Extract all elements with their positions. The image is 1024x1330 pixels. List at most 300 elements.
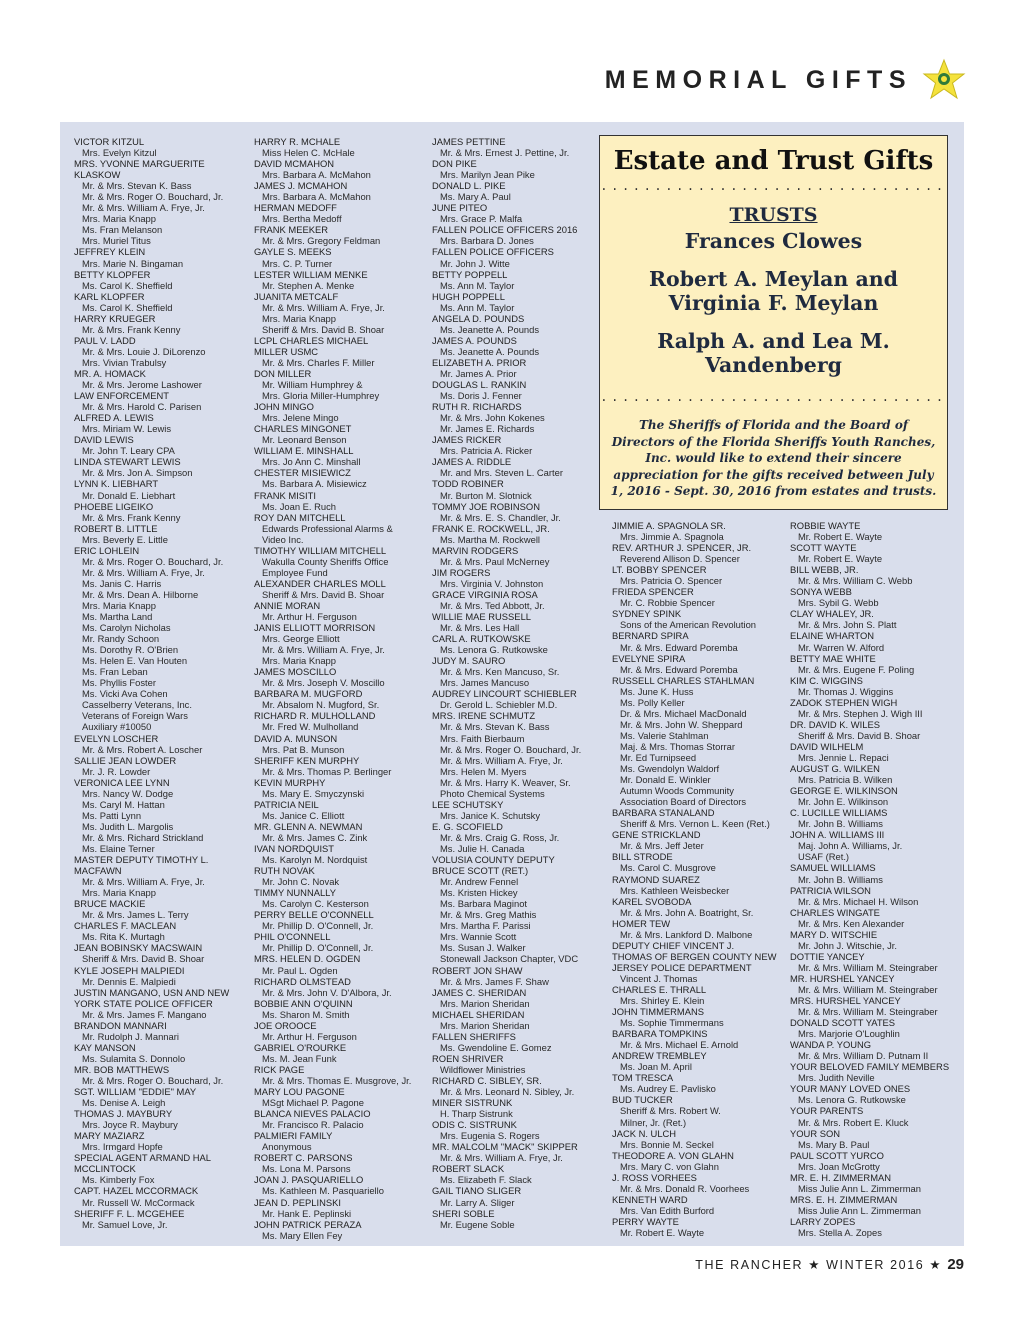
donor-name: USAF (Ret.) (798, 851, 850, 863)
donor-name: Mr. & Mrs. Eugene F. Poling (798, 663, 915, 675)
donor-name: Mr. James A. Prior (440, 367, 517, 379)
honoree-name: HOMER TEW (612, 917, 671, 929)
donor-name: Maj. John A. Williams, Jr. (798, 840, 903, 852)
donor-name: Mr. & Mrs. William M. Steingraber (798, 1006, 938, 1018)
donor-name: Mr. John B. Williams (798, 873, 883, 885)
honoree-name: SCOTT WAYTE (790, 542, 857, 554)
honoree-name: DOTTIE YANCEY (790, 950, 865, 962)
honoree-name: PERRY WAYTE (612, 1215, 679, 1227)
honoree-name: FRANK MISITI (254, 489, 316, 501)
honoree-name: RUTH R. RICHARDS (432, 401, 522, 413)
honoree-name: SHERIFF F. L. MCGEHEE (74, 1207, 185, 1219)
donor-name: Mr. C. Robbie Spencer (620, 597, 715, 609)
donor-name: Mr. & Mrs. William A. Frye, Jr. (440, 754, 563, 766)
dotted-divider: ................................ (600, 390, 947, 404)
honoree-name: SYDNEY SPINK (612, 608, 682, 620)
donor-name: Ms. Joan M. April (620, 1061, 692, 1073)
donor-name: Mr. & Mrs. Edward Poremba (620, 641, 738, 653)
donor-name: Ms. Lona M. Parsons (262, 1163, 351, 1175)
donor-name: Mrs. Gloria Miller-Humphrey (262, 390, 380, 402)
donor-name: Mrs. Van Edith Burford (620, 1204, 715, 1216)
honoree-name: JEAN D. PEPLINSKI (254, 1196, 342, 1208)
honoree-name: LCPL CHARLES MICHAEL (254, 334, 369, 346)
honoree-name: JANIS ELLIOTT MORRISON (254, 622, 376, 634)
honoree-name: JOHN MINGO (254, 401, 314, 413)
donor-name: Mr. John C. Novak (262, 876, 340, 888)
donor-name: Ms. Mary B. Paul (798, 1138, 870, 1150)
honoree-name: PHOEBE LIGEIKO (74, 500, 154, 512)
donor-name: Ms. Phyllis Foster (82, 677, 156, 689)
donor-name: Mr. & Mrs. William A. Frye, Jr. (262, 301, 385, 313)
donor-name: Mr. & Mrs. Robert A. Loscher (82, 743, 203, 755)
donor-name: Mr. John B. Williams (798, 818, 883, 830)
donor-name: Mr. & Mrs. James C. Zink (262, 831, 368, 843)
honoree-name: MR. GLENN A. NEWMAN (254, 820, 363, 832)
honoree-name: CHARLES MINGONET (254, 423, 352, 435)
donor-name: Mr. & Mrs. Les Hall (440, 622, 520, 634)
honoree-name: ROBBIE WAYTE (790, 520, 861, 531)
honoree-name: BRANDON MANNARI (74, 1019, 167, 1031)
donor-name: Mrs. Patricia O. Spencer (620, 575, 723, 587)
donor-name: Mrs. Mary C. von Glahn (620, 1160, 719, 1172)
page-title: MEMORIAL GIFTS (604, 66, 912, 94)
honoree-name: BRUCE SCOTT (RET.) (432, 865, 529, 877)
donor-name: Ms. Vicki Ava Cohen (82, 688, 168, 700)
donor-name: Miss Helen C. McHale (262, 147, 355, 159)
donor-name: Mrs. Muriel Titus (82, 235, 151, 247)
donor-name: Ms. Audrey E. Pavlisko (620, 1083, 716, 1095)
donor-name: Mr. & Mrs. Jeff Jeter (620, 840, 704, 852)
donor-name: Mrs. Beverly E. Little (82, 533, 168, 545)
honoree-name: YOUR SON (790, 1127, 841, 1139)
donor-name: Ms. Carolyn Nicholas (82, 622, 171, 634)
donor-name: Autumn Woods Community (620, 785, 734, 797)
honoree-name: RAYMOND SUAREZ (612, 873, 700, 885)
honoree-name: MARY LOU PAGONE (254, 1086, 345, 1098)
honoree-name: ALFRED A. LEWIS (74, 412, 154, 424)
honoree-name: ROEN SHRIVER (432, 1052, 504, 1064)
honoree-name: MARVIN RODGERS (432, 544, 519, 556)
donor-name: Sheriff & Mrs. David B. Shoar (262, 588, 385, 600)
honoree-name: ANDREW TREMBLEY (612, 1050, 707, 1062)
trust-name: Robert A. Meylan and Virginia F. Meylan (649, 267, 898, 315)
donor-name: Ms. Helen E. Van Houten (82, 655, 188, 667)
honoree-name: MINER SISTRUNK (432, 1097, 513, 1109)
donor-name: Mrs. Marion Sheridan (440, 1019, 530, 1031)
donor-name: Reverend Allison D. Spencer (620, 553, 740, 565)
donor-name: Sheriff & Mrs. David B. Shoar (798, 729, 921, 741)
donor-name: Mrs. Martha F. Parissi (440, 920, 531, 932)
donor-name: Sheriff & Mrs. David B. Shoar (262, 323, 385, 335)
honoree-name: ZADOK STEPHEN WIGH (790, 696, 898, 708)
honoree-name: ERIC LOHLEIN (74, 544, 140, 556)
honoree-name: JUNE PITEO (432, 202, 488, 214)
donor-name: MSgt Michael P. Pagone (262, 1097, 364, 1109)
honoree-name: MR. MALCOLM "MACK" SKIPPER (432, 1141, 578, 1153)
donor-name: Mrs. Marjorie O'Loughlin (798, 1028, 900, 1040)
honoree-name: EVELYNE SPIRA (612, 652, 686, 664)
donor-name: Mr. & Mrs. James F. Shaw (440, 975, 549, 987)
donor-name: Mr. & Mrs. Harold C. Parisen (82, 401, 202, 413)
honoree-name: JAMES MOSCILLO (254, 666, 337, 678)
donor-name: Ms. Judith L. Margolis (82, 820, 174, 832)
donor-name: Video Inc. (262, 533, 304, 545)
donor-name: Dr. Gerold L. Schiebler M.D. (440, 699, 558, 711)
donor-name: Wakulla County Sheriffs Office (262, 555, 389, 567)
honoree-name: FRIEDA SPENCER (612, 586, 694, 598)
honoree-name: JEAN BOBINSKY MACSWAIN (74, 942, 203, 954)
donor-name: Ms. Kristen Hickey (440, 887, 518, 899)
honoree-name: KAY MANSON (74, 1041, 136, 1053)
donor-name: Mr. & Mrs. William A. Frye, Jr. (262, 644, 385, 656)
donor-name: Mrs. Maria Knapp (262, 655, 336, 667)
honoree-name: MR. A. HOMACK (74, 367, 146, 379)
honoree-name: DEPUTY CHIEF VINCENT J. (612, 939, 735, 951)
honoree-name: DON PIKE (432, 158, 477, 170)
names-column-2 (254, 136, 411, 1241)
donor-name: Ms. Denise A. Leigh (82, 1097, 166, 1109)
donor-name: Mrs. Joyce R. Maybury (82, 1119, 178, 1131)
donor-name: Mr. Robert E. Wayte (798, 553, 883, 565)
donor-name: Mr. J. R. Lowder (82, 765, 151, 777)
donor-name: Sheriff & Mrs. Vernon L. Keen (Ret.) (620, 818, 770, 830)
honoree-name: ANNIE MORAN (254, 599, 321, 611)
honoree-name: JERSEY POLICE DEPARTMENT (612, 961, 752, 973)
honoree-name: DAVID WILHELM (790, 740, 864, 752)
donor-name: Dr. & Mrs. Michael MacDonald (620, 707, 747, 719)
honoree-name: ALEXANDER CHARLES MOLL (254, 577, 386, 589)
donor-name: Ms. Ann M. Taylor (440, 279, 515, 291)
donor-name: Mr. & Mrs. Roger O. Bouchard, Jr. (82, 1074, 224, 1086)
donor-name: Ms. Barbara A. Misiewicz (262, 478, 367, 490)
honoree-name: JAMES J. MCMAHON (254, 180, 348, 192)
donor-name: Mrs. Sybil G. Webb (798, 597, 879, 609)
donor-name: Mr. Ed Turnipseed (620, 751, 697, 763)
honoree-name: CHESTER MISIEWICZ (254, 467, 351, 479)
donor-name: Mrs. Virginia V. Johnston (440, 577, 544, 589)
donor-name: Maj. & Mrs. Thomas Storrar (620, 740, 735, 752)
donor-name: Mrs. George Elliott (262, 633, 340, 645)
honoree-name: JOHN A. WILLIAMS III (790, 829, 885, 841)
honoree-name: ANGELA D. POUNDS (432, 312, 525, 324)
honoree-name: MRS. HURSHEL YANCEY (790, 995, 901, 1007)
honoree-name: JUDY M. SAURO (432, 655, 506, 667)
donor-name: Mr. & Mrs. John V. D'Albora, Jr. (262, 986, 392, 998)
honoree-name: BARBARA M. MUGFORD (254, 688, 363, 700)
donor-name: Miss Julie Ann L. Zimmerman (798, 1204, 921, 1216)
trust-name: Ralph A. and Lea M. Vandenberg (657, 329, 890, 377)
honoree-name: JUSTIN MANGANO, USN AND NEW (74, 986, 230, 998)
donor-name: Mr. & Mrs. Stephen J. Wigh III (798, 707, 923, 719)
honoree-name: CAPT. HAZEL MCCORMACK (74, 1185, 199, 1197)
donor-name: Ms. Joan E. Ruch (262, 500, 336, 512)
donor-name: Mr. Leonard Benson (262, 434, 347, 446)
honoree-name: MR. BOB MATTHEWS (74, 1063, 170, 1075)
honoree-name: ELIZABETH A. PRIOR (432, 356, 527, 368)
donor-name: Mrs. Jennie L. Repaci (798, 751, 889, 763)
honoree-name: HARRY R. MCHALE (254, 136, 341, 147)
donor-name: Ms. Martha Land (82, 611, 153, 623)
donor-name: Ms. Carolyn C. Kesterson (262, 898, 369, 910)
donor-name: Photo Chemical Systems (440, 787, 545, 799)
donor-name: Mr. & Mrs. Charles F. Miller (262, 356, 375, 368)
honoree-name: MICHAEL SHERIDAN (432, 1008, 525, 1020)
donor-name: Mr. & Mrs. Thomas P. Berlinger (262, 765, 392, 777)
honoree-name: DAVID MCMAHON (254, 158, 335, 170)
honoree-name: BETTY KLOPFER (74, 268, 151, 280)
honoree-name: PAUL V. LADD (74, 334, 136, 346)
honoree-name: BERNARD SPIRA (612, 630, 689, 642)
honoree-name: PERRY BELLE O'CONNELL (254, 909, 374, 921)
donor-name: Ms. Elizabeth F. Slack (440, 1174, 532, 1186)
honoree-name: JOE OROOCE (254, 1019, 317, 1031)
donor-name: Mr. Hank E. Peplinski (262, 1207, 352, 1219)
honoree-name: DONALD L. PIKE (432, 180, 506, 192)
donor-name: Mr. & Mrs. Roger O. Bouchard, Jr. (82, 191, 224, 203)
donor-name: Wildflower Ministries (440, 1063, 526, 1075)
honoree-name: CLAY WHALEY, JR. (790, 608, 874, 620)
honoree-name: CHARLES F. MACLEAN (74, 920, 177, 932)
donor-name: Mrs. Faith Bierbaum (440, 732, 525, 744)
honoree-name: DON MILLER (254, 367, 312, 379)
donor-name: Mrs. Irmgard Hopfe (82, 1141, 163, 1153)
donor-name: Mr. & Mrs. Joseph V. Moscillo (262, 677, 385, 689)
honoree-name: PATRICIA WILSON (790, 884, 871, 896)
honoree-name: RICHARD OLMSTEAD (254, 975, 351, 987)
donor-name: Mr. & Mrs. Greg Mathis (440, 909, 537, 921)
honoree-name: CHARLES E. THRALL (612, 983, 707, 995)
donor-name: Ms. Susan J. Walker (440, 942, 526, 954)
donor-name: Ms. Lenora G. Rutkowske (798, 1094, 906, 1106)
donor-name: Mr. Thomas J. Wiggins (798, 685, 894, 697)
honoree-name: DONALD SCOTT YATES (790, 1017, 896, 1029)
honoree-name: SAMUEL WILLIAMS (790, 862, 876, 874)
issue-label: WINTER 2016 (826, 1258, 925, 1272)
donor-name: Ms. Mary Ellen Fey (262, 1229, 343, 1241)
honoree-name: LYNN K. LIEBHART (74, 478, 159, 490)
donor-name: Ms. Fran Melanson (82, 224, 163, 236)
donor-name: Mr. Arthur H. Ferguson (262, 1030, 357, 1042)
donor-name: Mr. & Mrs. Leonard N. Sibley, Jr. (440, 1086, 575, 1098)
donor-name: Mr. Stephen A. Menke (262, 279, 355, 291)
honoree-name: KARL KLOPFER (74, 290, 145, 302)
honoree-name: BETTY MAE WHITE (790, 652, 876, 664)
donor-name: Mr. Rudolph J. Mannari (82, 1030, 179, 1042)
donor-name: Ms. Janice C. Elliott (262, 809, 345, 821)
donor-name: Mrs. Miriam W. Lewis (82, 423, 172, 435)
donor-name: Ms. Gwendolyn Waldorf (620, 763, 720, 775)
donor-name: Mr. James E. Richards (440, 423, 535, 435)
donor-name: Mr. & Mrs. Stevan K. Bass (440, 721, 550, 733)
donor-name: Mrs. Jimmie A. Spagnola (620, 531, 724, 543)
donor-name: Ms. June K. Huss (620, 685, 694, 697)
honoree-name: VOLUSIA COUNTY DEPUTY (432, 854, 555, 866)
donor-name: Mr. & Mrs. Richard Strickland (82, 831, 204, 843)
separator-star-icon: ★ (808, 1258, 822, 1272)
donor-name: Mrs. Maria Knapp (82, 213, 156, 225)
honoree-name: JAMES PETTINE (432, 136, 506, 147)
donor-name: Mr. Fred W. Mulholland (262, 721, 359, 733)
honoree-name: KLASKOW (74, 169, 121, 181)
donor-name: Ms. Sophie Timmermans (620, 1017, 724, 1029)
honoree-name: ROY DAN MITCHELL (254, 511, 346, 523)
donor-name: Mr. and Mrs. Steven L. Carter (440, 467, 563, 479)
honoree-name: JACK N. ULCH (612, 1127, 677, 1139)
honoree-name: KEVIN MURPHY (254, 776, 326, 788)
honoree-name: BOBBIE ANN O'QUINN (254, 997, 353, 1009)
donor-name: Mr. Randy Schoon (82, 633, 160, 645)
honoree-name: DR. DAVID K. WILES (790, 718, 880, 730)
honoree-name: JIM ROGERS (432, 566, 491, 578)
donor-name: Mr. & Mrs. Robert E. Kluck (798, 1116, 909, 1128)
honoree-name: SPECIAL AGENT ARMAND HAL (74, 1152, 212, 1164)
honoree-name: TIMOTHY WILLIAM MITCHELL (254, 544, 387, 556)
donor-name: Mr. John J. Witschie, Jr. (798, 939, 897, 951)
honoree-name: MRS. E. H. ZIMMERMAN (790, 1193, 898, 1205)
donor-name: Mr. & Mrs. William M. Steingraber (798, 983, 938, 995)
donor-name: Mrs. Barbara A. McMahon (262, 169, 371, 181)
honoree-name: ROBERT SLACK (432, 1163, 505, 1175)
donor-name: Mr. Robert E. Wayte (620, 1227, 705, 1238)
donor-name: Ms. Ann M. Taylor (440, 301, 515, 313)
honoree-name: LAW ENFORCEMENT (74, 390, 169, 402)
donor-name: Mrs. Patricia A. Ricker (440, 445, 533, 457)
honoree-name: YOUR MANY LOVED ONES (790, 1083, 911, 1095)
donor-name: Mrs. Marion Sheridan (440, 997, 530, 1009)
honoree-name: GABRIEL O'ROURKE (254, 1041, 347, 1053)
honoree-name: BILL STRODE (612, 851, 673, 863)
donor-name: Mrs. Wannie Scott (440, 931, 517, 943)
donor-name: Miss Julie Ann L. Zimmerman (798, 1182, 921, 1194)
donor-name: Mrs. C. P. Turner (262, 257, 333, 269)
honoree-name: TOMMY JOE ROBINSON (432, 500, 540, 512)
donor-name: Ms. Lenora G. Rutkowske (440, 644, 548, 656)
donor-name: Mr. Dennis E. Malpiedi (82, 975, 176, 987)
donor-name: Mr. & Mrs. William A. Frye, Jr. (440, 1152, 563, 1164)
honoree-name: ELAINE WHARTON (790, 630, 875, 642)
honoree-name: MARY D. WITSCHIE (790, 928, 878, 940)
donor-name: Anonymous (262, 1141, 312, 1153)
honoree-name: BARBARA TOMPKINS (612, 1028, 708, 1040)
honoree-name: PAUL SCOTT YURCO (790, 1149, 884, 1161)
donor-name: Ms. Janis C. Harris (82, 577, 162, 589)
honoree-name: MRS. IRENE SCHMUTZ (432, 710, 536, 722)
donor-name: Mrs. Barbara D. Jones (440, 235, 534, 247)
donor-name: Mr. & Mrs. Lankford D. Malbone (620, 928, 753, 940)
donor-name: Mrs. Maria Knapp (82, 599, 156, 611)
donor-name: Mr. Phillip D. O'Connell, Jr. (262, 920, 374, 932)
donor-name: Casselberry Veterans, Inc. (82, 699, 192, 711)
donor-name: Mr. & Mrs. William A. Frye, Jr. (82, 566, 205, 578)
donor-name: Ms. Dorothy R. O'Brien (82, 644, 179, 656)
honoree-name: FALLEN POLICE OFFICERS (432, 246, 554, 258)
donor-name: Mr. & Mrs. Ted Abbott, Jr. (440, 599, 545, 611)
donor-name: Mr. Burton M. Slotnick (440, 489, 532, 501)
donor-name: Mr. Russell W. McCormack (82, 1196, 195, 1208)
honoree-name: AUGUST G. WILKEN (790, 763, 880, 775)
donor-name: Mrs. Judith Neville (798, 1072, 875, 1084)
donor-name: Ms. Patti Lynn (82, 809, 142, 821)
donor-name: Ms. Valerie Stahlman (620, 729, 709, 741)
donor-name: Ms. Sharon M. Smith (262, 1008, 350, 1020)
honoree-name: ODIS C. SISTRUNK (432, 1119, 517, 1131)
honoree-name: THOMAS OF BERGEN COUNTY NEW (612, 950, 777, 962)
donor-name: Mr. William Humphrey & (262, 379, 363, 391)
donor-name: Mrs. Marie N. Bingaman (82, 257, 184, 269)
honoree-name: GRACE VIRGINIA ROSA (432, 588, 538, 600)
donor-name: Mr. & Mrs. Ken Alexander (798, 917, 905, 929)
honoree-name: JAMES A. RIDDLE (432, 456, 512, 468)
honoree-name: JEFFREY KLEIN (74, 246, 146, 258)
trust-name: Frances Clowes (684, 229, 863, 253)
honoree-name: LT. BOBBY SPENCER (612, 564, 707, 576)
honoree-name: BUD TUCKER (612, 1094, 673, 1106)
donor-name: Mr. & Mrs. James L. Terry (82, 909, 189, 921)
donor-name: Ms. Mary E. Smyczynski (262, 787, 365, 799)
honoree-name: AUDREY LINCOURT SCHIEBLER (432, 688, 577, 700)
honoree-name: HARRY KRUEGER (74, 312, 156, 324)
donor-name: Mr. & Mrs. William C. Webb (798, 575, 913, 587)
donor-name: Ms. Gwendoline E. Gomez (440, 1041, 552, 1053)
honoree-name: MACFAWN (74, 865, 122, 877)
honoree-name: CHARLES WINGATE (790, 906, 880, 918)
honoree-name: MILLER USMC (254, 345, 319, 357)
donor-name: Milner, Jr. (Ret.) (620, 1116, 687, 1128)
honoree-name: BILL WEBB, JR. (790, 564, 859, 576)
honoree-name: RICHARD C. SIBLEY, SR. (432, 1074, 542, 1086)
donor-name: Mr. & Mrs. Paul McNerney (440, 555, 550, 567)
honoree-name: HERMAN MEDOFF (254, 202, 337, 214)
honoree-name: JAMES A. POUNDS (432, 334, 517, 346)
honoree-name: E. G. SCOFIELD (432, 820, 503, 832)
donor-name: Mr. & Mrs. William A. Frye, Jr. (82, 876, 205, 888)
donor-name: Mr. & Mrs. Edward Poremba (620, 663, 738, 675)
memorial-gifts-panel (60, 122, 964, 1246)
donor-name: Employee Fund (262, 566, 328, 578)
donor-name: Mr. Donald E. Winkler (620, 774, 711, 786)
honoree-name: FALLEN POLICE OFFICERS 2016 (432, 224, 578, 236)
donor-name: Mrs. Helen M. Myers (440, 765, 527, 777)
donor-name: Mrs. Maria Knapp (82, 887, 156, 899)
honoree-name: MR. E. H. ZIMMERMAN (790, 1171, 892, 1183)
donor-name: Mr. & Mrs. John S. Platt (798, 619, 897, 631)
donor-name: Mrs. Eugenia S. Rogers (440, 1130, 540, 1142)
publication-name: THE RANCHER (695, 1258, 804, 1272)
donor-name: Mr. Absalom N. Mugford, Sr. (262, 699, 380, 711)
donor-name: Sheriff & Mrs. Robert W. (620, 1105, 721, 1117)
estate-box-note: The Sheriffs of Florida and the Board of Directors of the Florida Sheriffs Youth Ranches, Inc. would like to extend their sincere appreciation for the gifts received between July 1, 2016 - Sept. 30, 2016 from estates and trusts. (610, 418, 937, 498)
donor-name: Mr. John T. Leary CPA (82, 445, 175, 457)
donor-name: Mr. & Mrs. Ken Mancuso, Sr. (440, 666, 560, 678)
donor-name: Mr. & Mrs. Dean A. Hilborne (82, 588, 199, 600)
honoree-name: LINDA STEWART LEWIS (74, 456, 181, 468)
names-column-5 (790, 520, 949, 1238)
honoree-name: MCCLINTOCK (74, 1163, 136, 1175)
donor-name: H. Tharp Sistrunk (440, 1108, 513, 1120)
dotted-divider: ................................ (600, 179, 947, 193)
honoree-name: CARL A. RUTKOWSKE (432, 633, 531, 645)
honoree-name: GAYLE S. MEEKS (254, 246, 332, 258)
honoree-name: C. LUCILLE WILLIAMS (790, 807, 888, 819)
donor-name: Ms. Carol K. Sheffield (82, 279, 173, 291)
honoree-name: KYLE JOSEPH MALPIEDI (74, 964, 185, 976)
donor-name: Mr. Eugene Soble (440, 1218, 515, 1230)
honoree-name: YOUR BELOVED FAMILY MEMBERS (790, 1061, 950, 1073)
honoree-name: FALLEN SHERIFFS (432, 1030, 516, 1042)
honoree-name: BETTY POPPELL (432, 268, 508, 280)
donor-name: Mrs. Bonnie M. Seckel (620, 1138, 714, 1150)
honoree-name: J. ROSS VORHEES (612, 1171, 697, 1183)
